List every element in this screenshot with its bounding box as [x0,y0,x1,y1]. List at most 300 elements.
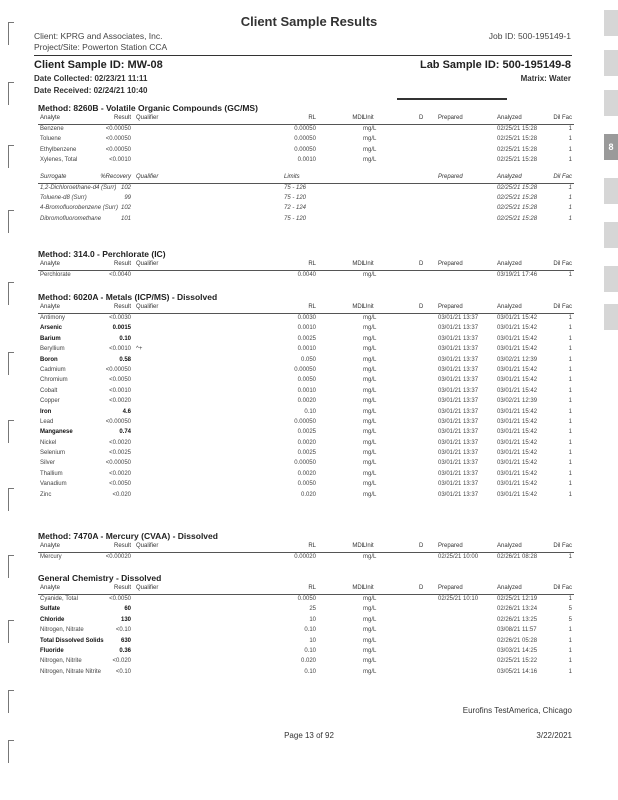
cell-analyzed: 02/25/21 15:28 [497,157,538,164]
header-divider [34,55,572,56]
cell-dil-fac: 1 [568,637,572,644]
cell-result: <0.10 [115,627,131,634]
col-mdl: MDL [352,115,365,121]
cell-rl: 0.00050 [294,418,316,425]
col-dil-fac: Dil Fac [553,543,572,549]
cell-recovery: 101 [120,215,131,222]
cell-result: <0.0030 [109,315,131,321]
cell-rl: 0.0025 [297,450,316,457]
cell-rl: 0.0030 [297,315,316,321]
cell-analyte: Perchlorate [40,272,71,278]
cell-analyzed: 02/25/21 15:28 [497,146,538,153]
cell-rl: 0.00050 [294,126,316,132]
surrogate-rows [38,184,574,226]
cell-dil-fac: 1 [568,126,572,132]
cell-recovery: 102 [120,184,131,191]
col-rl: RL [308,543,316,549]
col-analyte: Analyte [40,543,61,549]
cell-result: <0.0050 [109,481,131,488]
col-d: D [419,115,424,121]
cell-unit: mg/L [363,315,377,321]
cell-analyzed: 03/08/21 11:57 [497,627,537,634]
cell-dil-fac: 1 [568,346,572,353]
cell-dil-fac: 1 [568,146,572,153]
cell-analyte: Barium [40,335,61,342]
cell-recovery: 102 [120,205,131,212]
side-tab-active: 8 [604,134,618,160]
cell-result: 4.6 [122,408,131,415]
cell-dil-fac: 1 [568,335,572,342]
cell-analyzed: 02/25/21 15:22 [497,658,538,665]
margin-mark [8,145,14,168]
cell-unit: mg/L [363,418,377,425]
cell-rl: 0.0040 [297,272,316,278]
cell-analyte: Nickel [40,439,57,446]
cell-analyzed: 03/01/21 15:42 [497,460,538,467]
cell-analyzed: 03/01/21 15:42 [497,366,538,373]
cell-dil-fac: 1 [568,647,572,654]
col-rl: RL [308,261,316,267]
cell-result: <0.10 [115,668,131,675]
table-row [38,408,574,418]
cell-analyzed: 02/25/21 15:28 [497,215,538,222]
cell-unit: mg/L [363,450,377,457]
cell-analyte: Lead [40,418,54,425]
col-prepared: Prepared [438,115,463,121]
cell-rl: 0.00050 [294,146,316,153]
col-mdl: MDL [352,261,365,267]
matrix: Matrix: Water [520,74,571,83]
col-mdl: MDL [352,585,365,591]
surrogate-row [38,184,574,194]
cell-unit: mg/L [363,398,377,405]
cell-rl: 25 [309,606,316,613]
cell-unit: mg/L [363,377,377,384]
job-id: Job ID: 500-195149-1 [488,31,571,41]
cell-dil-fac: 1 [568,450,572,457]
cell-unit: mg/L [363,335,377,342]
cell-rl: 0.0050 [297,377,316,384]
cell-prepared: 03/01/21 13:37 [438,346,479,353]
cell-result: <0.020 [112,658,131,665]
date-received: Date Received: 02/24/21 10:40 [34,86,148,95]
cell-result: 60 [124,606,131,613]
cell-rl: 0.10 [304,627,316,634]
table-row [38,366,574,376]
cell-analyzed: 03/03/21 14:25 [497,647,538,654]
cell-rl: 0.0010 [297,387,316,394]
col-dil-fac: Dil Fac [553,115,572,121]
cell-unit: mg/L [363,470,377,477]
col-qualifier: Qualifier [136,543,159,549]
cell-dil-fac: 1 [568,356,572,363]
side-tab [604,178,618,204]
cell-analyzed: 03/01/21 15:42 [497,335,538,342]
cell-result: <0.0025 [109,450,131,457]
metals-rows [38,314,574,501]
project-site: Project/Site: Powerton Station CCA [34,42,168,52]
cell-analyzed: 02/26/21 13:25 [497,616,538,623]
col-rl: RL [308,585,316,591]
col-qualifier: Qualifier [136,304,159,310]
cell-analyzed: 03/01/21 15:42 [497,387,538,394]
table-row [38,439,574,449]
cell-rl: 0.00050 [294,136,316,143]
side-tab [604,222,618,248]
cell-limits: 72 - 124 [284,205,307,212]
cell-analyzed: 03/01/21 15:42 [497,377,538,384]
matrix-rule [397,98,507,100]
table-header [38,542,574,553]
cell-analyte: Arsenic [40,325,63,332]
cell-recovery: 99 [124,194,131,201]
cell-rl: 0.0025 [297,429,316,436]
cell-analyte: Thallium [40,470,63,477]
cell-unit: mg/L [363,606,377,613]
cell-analyzed: 02/25/21 12:19 [497,596,538,602]
surrogate-row [38,204,574,214]
cell-dil-fac: 5 [568,606,572,613]
col-prepared: Prepared [438,304,463,310]
cell-result: <0.00050 [105,126,131,132]
cell-dil-fac: 1 [568,315,572,321]
cell-analyzed: 03/19/21 17:46 [497,272,538,278]
table-row [38,387,574,397]
cell-surrogate: 1,2-Dichloroethane-d4 (Surr) [40,184,117,191]
cell-rl: 0.10 [304,647,316,654]
cell-rl: 0.00020 [294,554,316,560]
table-row [38,356,574,366]
cell-unit: mg/L [363,387,377,394]
col-prepared: Prepared [438,261,463,267]
cell-dil-fac: 1 [568,668,572,675]
footer-page-number: Page 13 of 92 [284,731,334,740]
table-header [38,303,574,314]
table-row [38,418,574,428]
side-tab [604,10,618,36]
cell-result: <0.0020 [109,439,131,446]
col-analyzed: Analyzed [497,115,522,121]
cell-analyte: Selenium [40,450,66,457]
col-analyte: Analyte [40,261,61,267]
cell-analyzed: 02/25/21 15:28 [497,136,538,143]
table-row [38,397,574,407]
col-analyte: Analyte [40,585,61,591]
table-header [38,584,574,595]
section-title: Method: 7470A - Mercury (CVAA) - Dissolved [38,531,218,541]
cell-analyte: Manganese [40,429,73,436]
table-row [38,156,574,166]
cell-analyte: Nitrogen, Nitrite [40,658,82,665]
cell-result: <0.0050 [109,596,131,602]
cell-analyte: Nitrogen, Nitrate [40,627,84,634]
col-analyzed: Analyzed [497,304,522,310]
cell-analyte: Toluene [40,136,62,143]
cell-dil-fac: 1 [568,627,572,634]
col-rl: RL [308,115,316,121]
cell-analyte: Zinc [40,491,52,498]
cell-result: 0.10 [119,335,131,342]
cell-result: <0.00020 [105,554,131,560]
cell-dil-fac: 1 [568,554,572,560]
cell-result: <0.0020 [109,398,131,405]
cell-rl: 0.00050 [294,366,316,373]
cell-dil-fac: 1 [568,418,572,425]
cell-prepared: 03/01/21 13:37 [438,491,479,498]
table-row [38,637,574,647]
cell-unit: mg/L [363,126,377,132]
table-row [38,324,574,334]
cell-result: 0.58 [119,356,131,363]
cell-analyte: Boron [40,356,58,363]
cell-unit: mg/L [363,460,377,467]
cell-dil-fac: 1 [568,194,572,201]
cell-prepared: 03/01/21 13:37 [438,418,479,425]
table-row [38,449,574,459]
cell-result: <0.0010 [109,346,131,353]
section-title: General Chemistry - Dissolved [38,573,162,583]
cell-prepared: 03/01/21 13:37 [438,429,479,436]
table-row [38,459,574,469]
col-dil-fac: Dil Fac [553,173,572,180]
lab-sample-id: Lab Sample ID: 500-195149-8 [419,59,571,71]
table-row [38,626,574,636]
table-row [38,605,574,615]
cell-analyte: Silver [40,460,56,467]
cell-surrogate: 4-Bromofluorobenzene (Surr) [40,205,119,212]
col-dil-fac: Dil Fac [553,261,572,267]
section-voc [38,102,574,225]
cell-analyzed: 02/25/21 15:28 [497,126,538,132]
cell-limits: 75 - 120 [284,194,307,201]
table-row [38,335,574,345]
cell-analyzed: 03/05/21 14:16 [497,668,538,675]
margin-mark [8,22,14,45]
section-metals [38,291,574,501]
cell-prepared: 03/01/21 13:37 [438,398,479,405]
col-result: Result [113,543,131,549]
cell-analyzed: 03/01/21 15:42 [497,408,538,415]
cell-rl: 0.0020 [297,398,316,405]
client-name: Client: KPRG and Associates, Inc. [34,31,163,41]
cell-unit: mg/L [363,616,377,623]
table-row [38,125,574,135]
cell-analyte: Iron [40,408,52,415]
table-header [38,114,574,125]
cell-dil-fac: 5 [568,616,572,623]
cell-rl: 0.0020 [297,470,316,477]
cell-analyte: Xylenes, Total [40,157,78,164]
cell-analyzed: 03/02/21 12:39 [497,398,538,405]
cell-analyte: Vanadium [40,481,67,488]
cell-dil-fac: 1 [568,366,572,373]
cell-unit: mg/L [363,325,377,332]
col-analyte: Analyte [40,304,61,310]
mercury-rows [38,553,574,563]
table-row [38,314,574,324]
surrogate-header [38,173,574,184]
cell-rl: 0.0010 [297,346,316,353]
cell-dil-fac: 1 [568,460,572,467]
table-row [38,146,574,156]
surrogate-row [38,194,574,204]
section-perchlorate [38,248,574,281]
cell-analyte: Fluoride [40,647,64,654]
margin-mark [8,420,14,443]
table-row [38,595,574,605]
cell-result: 130 [120,616,131,623]
cell-analyte: Sulfate [40,606,61,613]
cell-rl: 10 [309,637,316,644]
cell-analyzed: 02/26/21 05:28 [497,637,538,644]
col-mdl: MDL [352,543,365,549]
col-surrogate: Surrogate [40,173,67,180]
margin-mark [8,555,14,578]
cell-rl: 10 [309,616,316,623]
cell-unit: mg/L [363,429,377,436]
cell-rl: 0.10 [304,668,316,675]
cell-prepared: 03/01/21 13:37 [438,325,479,332]
side-tab [604,90,618,116]
col-unit: Unit [363,543,374,549]
margin-mark [8,282,14,305]
table-row [38,647,574,657]
cell-unit: mg/L [363,668,377,675]
cell-dil-fac: 1 [568,481,572,488]
col-unit: Unit [363,261,374,267]
cell-rl: 0.0020 [297,439,316,446]
cell-analyte: Chromium [40,377,68,384]
col-d: D [419,261,424,267]
cell-result: <0.020 [112,491,131,498]
cell-unit: mg/L [363,146,377,153]
side-tab [604,304,618,330]
side-tab [604,50,618,76]
cell-unit: mg/L [363,481,377,488]
col-result: Result [113,115,131,121]
cell-dil-fac: 1 [568,429,572,436]
cell-rl: 0.00050 [294,460,316,467]
cell-analyte: Mercury [40,554,62,560]
cell-analyzed: 03/01/21 15:42 [497,418,538,425]
margin-mark [8,690,14,713]
cell-unit: mg/L [363,627,377,634]
cell-result: 0.36 [119,647,131,654]
cell-analyzed: 03/01/21 15:42 [497,315,538,321]
cell-analyzed: 03/02/21 12:39 [497,356,538,363]
cell-analyzed: 03/01/21 15:42 [497,470,538,477]
cell-dil-fac: 1 [568,387,572,394]
table-row [38,480,574,490]
cell-prepared: 03/01/21 13:37 [438,387,479,394]
table-row [38,135,574,145]
cell-prepared: 03/01/21 13:37 [438,439,479,446]
cell-unit: mg/L [363,658,377,665]
side-tab [604,266,618,292]
cell-dil-fac: 1 [568,658,572,665]
cell-result: <0.00050 [105,366,131,373]
cell-prepared: 03/01/21 13:37 [438,481,479,488]
cell-result: <0.0010 [109,387,131,394]
cell-rl: 0.10 [304,408,316,415]
cell-unit: mg/L [363,157,377,164]
cell-analyzed: 02/25/21 15:28 [497,184,538,191]
cell-prepared: 03/01/21 13:37 [438,408,479,415]
cell-unit: mg/L [363,136,377,143]
cell-unit: mg/L [363,491,377,498]
cell-analyte: Copper [40,398,60,405]
col-analyzed: Analyzed [497,261,522,267]
margin-mark [8,488,14,511]
cell-unit: mg/L [363,272,377,278]
cell-dil-fac: 1 [568,136,572,143]
cell-dil-fac: 1 [568,215,572,222]
cell-result: <0.0020 [109,470,131,477]
cell-dil-fac: 1 [568,184,572,191]
section-title: Method: 6020A - Metals (ICP/MS) - Dissolved [38,292,218,302]
col-analyte: Analyte [40,115,61,121]
cell-result: 630 [120,637,131,644]
cell-prepared: 02/25/21 10:10 [438,596,479,602]
date-collected: Date Collected: 02/23/21 11:11 [34,74,148,83]
cell-rl: 0.0025 [297,335,316,342]
cell-unit: mg/L [363,596,377,602]
cell-unit: mg/L [363,637,377,644]
cell-prepared: 03/01/21 13:37 [438,450,479,457]
cell-dil-fac: 1 [568,272,572,278]
col-unit: Unit [363,115,374,121]
cell-rl: 0.020 [300,658,316,665]
cell-prepared: 03/01/21 13:37 [438,377,479,384]
cell-unit: mg/L [363,346,377,353]
table-header [38,260,574,271]
cell-dil-fac: 1 [568,596,572,602]
page-title: Client Sample Results [240,14,378,29]
col-unit: Unit [363,304,374,310]
footer-lab: Eurofins TestAmerica, Chicago [462,706,572,715]
table-row [38,616,574,626]
cell-analyzed: 03/01/21 15:42 [497,439,538,446]
cell-analyzed: 02/25/21 15:28 [497,194,538,201]
section-title: Method: 314.0 - Perchlorate (IC) [38,249,166,259]
cell-result: <0.00050 [105,460,131,467]
margin-mark [8,740,14,763]
cell-analyte: Chloride [40,616,65,623]
cell-prepared: 02/25/21 10:00 [438,554,479,560]
table-row [38,491,574,501]
cell-result: <0.0040 [109,272,131,278]
cell-result: <0.00050 [105,146,131,153]
cell-analyte: Cadmium [40,366,66,373]
cell-analyzed: 02/26/21 13:24 [497,606,538,613]
col-qualifier: Qualifier [136,173,159,180]
cell-dil-fac: 1 [568,408,572,415]
col-analyzed: Analyzed [497,173,522,180]
cell-result: 0.74 [119,429,131,436]
cell-prepared: 03/01/21 13:37 [438,356,479,363]
cell-dil-fac: 1 [568,325,572,332]
col-d: D [419,585,424,591]
cell-rl: 0.0050 [297,596,316,602]
table-row [38,345,574,355]
margin-mark [8,620,14,643]
col-recovery: %Recovery [100,173,131,180]
cell-result: <0.0010 [109,157,131,164]
cell-result: <0.00050 [105,418,131,425]
table-row [38,657,574,667]
cell-qualifier: ^+ [136,346,143,353]
col-prepared: Prepared [438,585,463,591]
